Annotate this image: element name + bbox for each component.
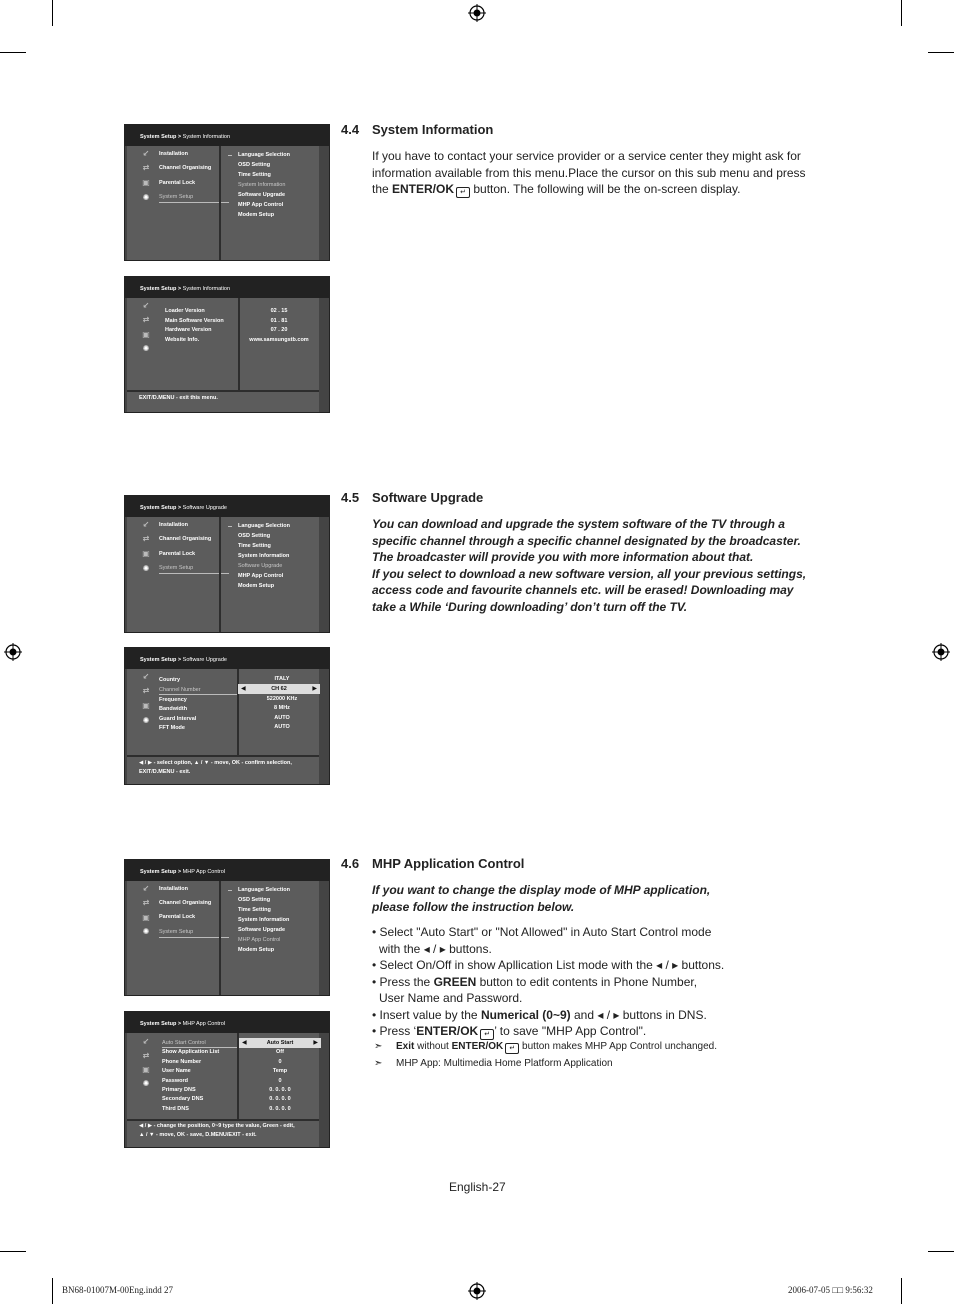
- arrow-left-icon[interactable]: ◀: [242, 1040, 247, 1046]
- footer-divider: [127, 390, 319, 392]
- info-value-website: www.samsungstb.com: [249, 337, 309, 343]
- selection-underline: [162, 1047, 237, 1048]
- footer-divider: [127, 1119, 319, 1121]
- crop-mark: [0, 1251, 26, 1252]
- setting-value-country: ITALY: [274, 676, 290, 682]
- paragraph-line: take a While ‘During downloading’ don’t turn off the TV.: [372, 599, 688, 614]
- section-title: System Information: [372, 122, 494, 137]
- channel-icon: ⇄: [142, 686, 150, 695]
- registration-mark-icon: [4, 643, 22, 661]
- menu-item-system-setup[interactable]: System Setup: [159, 565, 194, 571]
- lock-icon: ▣: [142, 549, 150, 558]
- print-slug-timestamp: 2006-07-05 □□ 9:56:32: [788, 1285, 873, 1295]
- osd-header: System Setup > System Information: [125, 125, 329, 146]
- list-item: • Press the GREEN button to edit contents in Phone Number,: [372, 974, 698, 989]
- osd-screen-software-upgrade-detail: [124, 647, 330, 785]
- osd-help-text: ◀ / ▶ - select option, ▲ / ▼ - move, OK - confirm selection,: [139, 760, 292, 766]
- footer-divider: [127, 755, 319, 757]
- antenna-icon: ↙: [142, 884, 150, 893]
- antenna-icon: ↙: [142, 672, 150, 681]
- osd-body: [127, 669, 319, 784]
- note-arrow-icon: ➣: [374, 1041, 383, 1052]
- enter-icon: ↵: [456, 187, 470, 198]
- osd-body: [127, 146, 319, 260]
- gear-icon: ✺: [142, 927, 150, 936]
- gear-icon: ✺: [142, 193, 150, 202]
- osd-screen-mhp-app-control-menu: [124, 859, 330, 996]
- osd-screen-system-information-detail: [124, 276, 330, 413]
- arrow-right-icon[interactable]: ▶: [312, 686, 317, 692]
- list-item: User Name and Password.: [379, 991, 523, 1005]
- submenu-item-mhp-app-control[interactable]: MHP App Control: [238, 937, 281, 943]
- setting-label-user-name: User Name: [162, 1068, 191, 1074]
- osd-body: [127, 881, 319, 995]
- info-value-loader-version: 02 . 15: [270, 308, 288, 314]
- osd-help-text: ▲ / ▼ - move, OK - save, D.MENU/EXIT - exit.: [139, 1132, 257, 1138]
- submenu-item-mhp-app-control[interactable]: MHP App Control: [238, 202, 284, 208]
- column-divider: [237, 669, 239, 755]
- submenu-item-modem-setup[interactable]: Modem Setup: [238, 212, 275, 218]
- column-divider: [219, 881, 221, 995]
- left-right-arrows-icon: ◂ / ▸: [423, 941, 446, 956]
- osd-help-text: ◀ / ▶ - change the position, 0~9 type the value, Green - edit,: [139, 1123, 295, 1129]
- list-bullet: [228, 155, 232, 156]
- note-arrow-icon: ➣: [374, 1058, 383, 1069]
- section-heading-mhp-application-control: [341, 856, 524, 871]
- section-number: 4.5: [341, 490, 360, 505]
- auto-start-selector[interactable]: [239, 1038, 321, 1048]
- list-bullet: [228, 526, 232, 527]
- submenu-item-osd-setting[interactable]: OSD Setting: [238, 533, 271, 539]
- osd-screen-software-upgrade-menu: [124, 495, 330, 633]
- arrow-left-icon[interactable]: ◀: [241, 686, 246, 692]
- setting-label-guard-interval: Guard Interval: [159, 716, 197, 722]
- osd-body: [127, 1033, 319, 1147]
- submenu-item-modem-setup[interactable]: Modem Setup: [238, 583, 275, 589]
- menu-item-parental-lock[interactable]: Parental Lock: [159, 180, 196, 186]
- osd-screen-mhp-app-control-detail: [124, 1011, 330, 1148]
- list-bullet: [228, 890, 232, 891]
- left-right-arrows-icon: ◂ / ▸: [597, 1007, 620, 1022]
- section-title: MHP Application Control: [372, 856, 525, 871]
- submenu-item-language-selection[interactable]: Language Selection: [238, 523, 290, 529]
- submenu-item-system-information[interactable]: System Information: [238, 917, 290, 923]
- menu-item-system-setup[interactable]: System Setup: [159, 194, 194, 200]
- crop-mark: [52, 0, 53, 26]
- channel-icon: ⇄: [142, 163, 150, 172]
- section-number: 4.4: [341, 122, 360, 137]
- column-divider: [219, 146, 221, 260]
- lock-icon: ▣: [142, 178, 150, 187]
- setting-label-phone-number: Phone Number: [162, 1059, 202, 1065]
- submenu-item-modem-setup[interactable]: Modem Setup: [238, 947, 275, 953]
- setting-label-bandwidth: Bandwidth: [159, 706, 188, 712]
- setting-value-secondary-dns: 0. 0. 0. 0: [269, 1096, 291, 1102]
- list-item: • Select On/Off in show Apllication List mode with the ◂ / ▸ buttons.: [372, 958, 725, 972]
- setting-label-fft-mode: FFT Mode: [159, 725, 185, 731]
- menu-item-channel-organising[interactable]: Channel Organising: [159, 536, 212, 542]
- setting-label-frequency: Frequency: [159, 697, 187, 703]
- info-label-main-software-version: Main Software Version: [165, 318, 224, 324]
- paragraph-line: If you want to change the display mode of MHP application,: [372, 883, 711, 897]
- lock-icon: ▣: [142, 701, 150, 710]
- setting-value-show-application-list: Off: [276, 1049, 284, 1055]
- setting-value-password: 0: [278, 1078, 282, 1084]
- setting-label-auto-start-control: Auto Start Control: [162, 1040, 206, 1046]
- menu-item-channel-organising[interactable]: Channel Organising: [159, 900, 212, 906]
- section-number: 4.6: [341, 856, 360, 871]
- registration-mark-icon: [468, 4, 486, 22]
- column-divider: [219, 517, 221, 632]
- channel-number-selector[interactable]: [238, 684, 320, 694]
- setting-label-show-application-list: Show Application List: [162, 1049, 220, 1055]
- section-title: Software Upgrade: [372, 490, 484, 505]
- antenna-icon: ↙: [142, 301, 150, 310]
- submenu-item-time-setting[interactable]: Time Setting: [238, 543, 271, 549]
- setting-value-frequency: 522000 KHz: [266, 696, 298, 702]
- info-value-hardware-version: 07 . 20: [270, 327, 288, 333]
- setting-value-user-name: Temp: [272, 1068, 288, 1074]
- setting-value-primary-dns: 0. 0. 0. 0: [269, 1087, 291, 1093]
- submenu-item-software-upgrade[interactable]: Software Upgrade: [238, 927, 286, 933]
- info-label-hardware-version: Hardware Version: [165, 327, 212, 333]
- setting-value-channel-number: CH 62: [271, 686, 287, 692]
- section-heading-software-upgrade: [341, 490, 483, 505]
- setting-value-auto-start-control: Auto Start: [266, 1040, 294, 1046]
- enter-ok-key: ENTER/OK: [392, 182, 455, 196]
- list-item: • Press ‘ENTER/OK ↵ ’ to save "MHP App Control".: [372, 1024, 647, 1038]
- gear-icon: ✺: [142, 716, 150, 725]
- selection-underline: [159, 694, 237, 695]
- osd-header: System Setup > Software Upgrade: [125, 496, 329, 517]
- submenu-item-system-information[interactable]: System Information: [238, 182, 286, 188]
- note-mhp-app-definition: ➣ MHP App: Multimedia Home Platform Application: [374, 1058, 613, 1069]
- setting-value-fft-mode: AUTO: [274, 724, 290, 730]
- arrow-right-icon[interactable]: ▶: [313, 1040, 318, 1046]
- setting-label-primary-dns: Primary DNS: [162, 1087, 196, 1093]
- list-item: with the ◂ / ▸ buttons.: [379, 941, 492, 956]
- paragraph-line: specific channel through a specific channel designated by the broadcaster.: [372, 533, 801, 548]
- menu-item-installation[interactable]: Installation: [159, 886, 189, 892]
- gear-icon: ✺: [142, 344, 150, 353]
- info-value-main-software-version: 01 . 81: [270, 318, 288, 324]
- lock-icon: ▣: [142, 913, 150, 922]
- paragraph-line: If you have to contact your service provider or a service center they might ask for: [372, 149, 801, 163]
- menu-item-installation[interactable]: Installation: [159, 151, 189, 157]
- green-key: GREEN: [433, 974, 477, 989]
- paragraph-line: the ENTER/OK ↵ button. The following will be the on-screen display.: [372, 182, 741, 196]
- left-right-arrows-icon: ◂ / ▸: [656, 958, 679, 972]
- list-item: • Insert value by the Numerical (0~9) and ◂ / ▸ buttons in DNS.: [372, 1007, 707, 1022]
- paragraph-line: If you select to download a new software version, all your previous settings,: [372, 566, 807, 581]
- menu-item-channel-organising[interactable]: Channel Organising: [159, 165, 212, 171]
- gear-icon: ✺: [142, 564, 150, 573]
- menu-item-installation[interactable]: Installation: [159, 522, 189, 528]
- setting-label-password: Password: [162, 1078, 188, 1084]
- antenna-icon: ↙: [142, 1037, 150, 1046]
- submenu-item-osd-setting[interactable]: OSD Setting: [238, 897, 271, 903]
- enter-ok-key: ENTER/OK: [416, 1024, 479, 1038]
- menu-item-parental-lock[interactable]: Parental Lock: [159, 914, 196, 920]
- crop-mark: [0, 52, 26, 53]
- osd-header: System Setup > System Information: [125, 277, 329, 298]
- submenu-item-software-upgrade[interactable]: Software Upgrade: [238, 563, 283, 569]
- info-label-loader-version: Loader Version: [165, 308, 205, 314]
- registration-mark-icon: [932, 643, 950, 661]
- enter-ok-key: ENTER/OK: [451, 1041, 504, 1052]
- submenu-item-language-selection[interactable]: Language Selection: [238, 887, 290, 893]
- menu-item-system-setup[interactable]: System Setup: [159, 929, 194, 935]
- info-label-website-info: Website Info.: [165, 337, 200, 343]
- osd-screen-system-information-menu: [124, 124, 330, 261]
- list-item: • Select "Auto Start" or "Not Allowed" in Auto Start Control mode: [372, 925, 712, 939]
- submenu-item-software-upgrade[interactable]: Software Upgrade: [238, 192, 286, 198]
- setting-value-bandwidth: 8 MHz: [274, 705, 290, 711]
- lock-icon: ▣: [142, 330, 150, 339]
- paragraph-line: access code and favourite channels etc. will be erased! Downloading may: [372, 583, 794, 597]
- setting-label-channel-number: Channel Number: [159, 687, 201, 693]
- crop-mark: [52, 1278, 53, 1304]
- setting-label-secondary-dns: Secondary DNS: [162, 1096, 204, 1102]
- setting-value-third-dns: 0. 0. 0. 0: [269, 1106, 291, 1112]
- print-slug-file: BN68-01007M-00Eng.indd 27: [62, 1285, 173, 1295]
- note-exit-without-enter: ➣ Exit without ENTER/OK ↵ button makes MHP App Control unchanged.: [374, 1041, 717, 1052]
- osd-header: System Setup > MHP App Control: [125, 860, 329, 881]
- antenna-icon: ↙: [142, 520, 150, 529]
- crop-mark: [928, 1251, 954, 1252]
- exit-key: Exit: [396, 1041, 415, 1052]
- lock-icon: ▣: [142, 1065, 150, 1074]
- osd-header: System Setup > MHP App Control: [125, 1012, 329, 1033]
- osd-body: [127, 517, 319, 632]
- channel-icon: ⇄: [142, 315, 150, 324]
- osd-help-text: EXIT/D.MENU - exit this menu.: [139, 395, 218, 401]
- channel-icon: ⇄: [142, 534, 150, 543]
- crop-mark: [901, 0, 902, 26]
- mhp-instructions-list: [372, 924, 812, 1040]
- setting-value-guard-interval: AUTO: [274, 715, 290, 721]
- osd-body: [127, 298, 319, 412]
- submenu-item-time-setting[interactable]: Time Setting: [238, 907, 271, 913]
- system-information-paragraph: [372, 148, 812, 198]
- numerical-key: Numerical (0~9): [480, 1007, 571, 1022]
- paragraph-line: You can download and upgrade the system software of the TV through a: [372, 517, 785, 531]
- software-upgrade-paragraph: [372, 516, 812, 615]
- gear-icon: ✺: [142, 1079, 150, 1088]
- enter-icon: ↵: [505, 1043, 519, 1054]
- crop-mark: [901, 1278, 902, 1304]
- setting-label-third-dns: Third DNS: [162, 1106, 189, 1112]
- section-heading-system-information: [341, 122, 493, 137]
- antenna-icon: ↙: [142, 149, 150, 158]
- registration-mark-icon: [468, 1282, 486, 1300]
- paragraph-line: The broadcaster will provide you with more information about that.: [372, 550, 754, 564]
- submenu-item-mhp-app-control[interactable]: MHP App Control: [238, 573, 284, 579]
- crop-mark: [928, 52, 954, 53]
- osd-header: System Setup > Software Upgrade: [125, 648, 329, 669]
- submenu-item-osd-setting[interactable]: OSD Setting: [238, 162, 271, 168]
- osd-help-text: EXIT/D.MENU - exit.: [139, 769, 191, 775]
- setting-value-phone-number: 0: [278, 1059, 282, 1065]
- setting-label-country: Country: [159, 677, 181, 683]
- channel-icon: ⇄: [142, 898, 150, 907]
- submenu-item-time-setting[interactable]: Time Setting: [238, 172, 271, 178]
- paragraph-line: information available from this menu.Place the cursor on this sub menu and press: [372, 165, 806, 180]
- submenu-item-system-information[interactable]: System Information: [238, 553, 290, 559]
- mhp-intro-paragraph: [372, 882, 812, 915]
- menu-item-parental-lock[interactable]: Parental Lock: [159, 551, 196, 557]
- enter-icon: ↵: [480, 1029, 494, 1040]
- channel-icon: ⇄: [142, 1051, 150, 1060]
- submenu-item-language-selection[interactable]: Language Selection: [238, 152, 290, 158]
- page-number: English-27: [449, 1180, 506, 1194]
- paragraph-line: please follow the instruction below.: [372, 899, 575, 914]
